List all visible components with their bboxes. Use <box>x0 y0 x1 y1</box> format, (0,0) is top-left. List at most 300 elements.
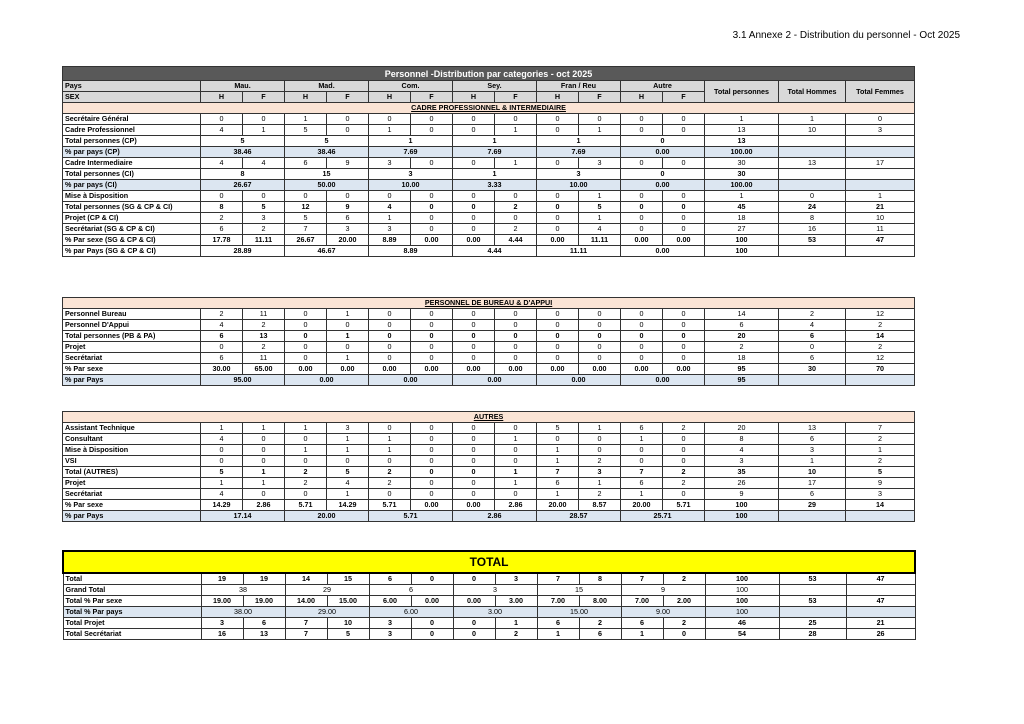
value-cell: 1 <box>327 434 369 445</box>
row-label: Assistant Technique <box>63 423 201 434</box>
value-cell: 8.57 <box>579 500 621 511</box>
row-label: % par pays (CI) <box>63 180 201 191</box>
value-cell: 5 <box>285 125 327 136</box>
value-cell: 0.00 <box>453 375 537 386</box>
sex-h-header: H <box>453 92 495 103</box>
value-cell: 0 <box>537 353 579 364</box>
table-row <box>63 114 915 125</box>
sex-f-header: F <box>579 92 621 103</box>
value-cell: 1 <box>579 191 621 202</box>
value-cell: 1 <box>369 445 411 456</box>
value-cell: 1 <box>621 629 663 640</box>
value-cell: 0.00 <box>411 364 453 375</box>
country-header: Sey. <box>453 81 537 92</box>
total-hommes-cell: 6 <box>779 489 846 500</box>
value-cell: 3 <box>453 585 537 596</box>
total-femmes-cell <box>846 607 915 618</box>
value-cell: 6 <box>369 573 411 585</box>
value-cell: 1 <box>243 467 285 478</box>
value-cell: 14.29 <box>327 500 369 511</box>
value-cell: 1 <box>495 158 537 169</box>
value-cell: 2 <box>369 467 411 478</box>
value-cell: 19 <box>201 573 243 585</box>
value-cell: 0 <box>621 309 663 320</box>
sex-h-header: H <box>369 92 411 103</box>
table-row <box>63 629 915 640</box>
section-title-row <box>63 103 915 114</box>
value-cell: 0 <box>663 191 705 202</box>
value-cell: 1 <box>327 331 369 342</box>
value-cell: 0 <box>453 158 495 169</box>
total-table <box>62 550 916 640</box>
value-cell: 0 <box>663 489 705 500</box>
value-cell: 9.00 <box>621 607 705 618</box>
value-cell: 3.00 <box>495 596 537 607</box>
value-cell: 3 <box>369 224 411 235</box>
sex-h-header: H <box>537 92 579 103</box>
value-cell: 0 <box>453 629 495 640</box>
total-femmes-cell <box>846 375 915 386</box>
value-cell: 0.00 <box>495 364 537 375</box>
value-cell: 3 <box>369 629 411 640</box>
value-cell: 5 <box>327 629 369 640</box>
value-cell: 0 <box>537 434 579 445</box>
value-cell: 1 <box>537 629 579 640</box>
value-cell: 2 <box>243 320 285 331</box>
value-cell: 0 <box>663 629 705 640</box>
country-header: Com. <box>369 81 453 92</box>
value-cell: 0 <box>663 125 705 136</box>
value-cell: 7 <box>537 573 579 585</box>
value-cell: 0 <box>495 456 537 467</box>
row-label: Cadre Intermediaire <box>63 158 201 169</box>
value-cell: 0 <box>453 331 495 342</box>
value-cell: 2 <box>285 478 327 489</box>
sex-f-header: F <box>663 92 705 103</box>
main-title-row <box>63 67 915 81</box>
value-cell: 3.33 <box>453 180 537 191</box>
value-cell: 7 <box>621 573 663 585</box>
total-personnes-cell: 45 <box>705 202 779 213</box>
country-header: Fran / Reu <box>537 81 621 92</box>
value-cell: 0.00 <box>285 364 327 375</box>
total-femmes-cell: 14 <box>846 500 915 511</box>
value-cell: 1 <box>369 125 411 136</box>
total-personnes-cell: 100.00 <box>705 147 779 158</box>
total-femmes-cell: 2 <box>846 434 915 445</box>
sex-label: SEX <box>63 92 201 103</box>
value-cell: 2 <box>495 224 537 235</box>
total-hommes-cell: 29 <box>779 500 846 511</box>
total-hommes-cell: 8 <box>779 213 846 224</box>
row-label: Total personnes (CI) <box>63 169 201 180</box>
value-cell: 0 <box>579 114 621 125</box>
country-header: Autre <box>621 81 705 92</box>
value-cell: 16 <box>201 629 243 640</box>
value-cell: 0 <box>579 309 621 320</box>
value-cell: 0 <box>453 213 495 224</box>
value-cell: 1 <box>243 125 285 136</box>
row-label: Total Secrétariat <box>63 629 201 640</box>
total-femmes-cell: 21 <box>846 618 915 629</box>
value-cell: 0 <box>537 125 579 136</box>
value-cell: 0 <box>285 309 327 320</box>
value-cell: 38.46 <box>201 147 285 158</box>
total-personnes-cell: 30 <box>705 169 779 180</box>
total-femmes-cell <box>846 147 915 158</box>
value-cell: 19 <box>243 573 285 585</box>
value-cell: 7.00 <box>537 596 579 607</box>
total-personnes-cell: 6 <box>705 320 779 331</box>
value-cell: 0 <box>621 125 663 136</box>
value-cell: 4.44 <box>495 235 537 246</box>
value-cell: 0 <box>369 353 411 364</box>
value-cell: 15 <box>327 573 369 585</box>
value-cell: 0 <box>663 353 705 364</box>
value-cell: 4 <box>327 478 369 489</box>
total-hommes-cell: 10 <box>779 125 846 136</box>
total-personnes-cell: 95 <box>705 375 779 386</box>
value-cell: 0 <box>537 320 579 331</box>
total-personnes-cell: 2 <box>705 342 779 353</box>
value-cell: 0.00 <box>621 235 663 246</box>
value-cell: 0.00 <box>453 500 495 511</box>
value-cell: 0 <box>411 331 453 342</box>
value-cell: 2 <box>201 213 243 224</box>
value-cell: 0 <box>201 456 243 467</box>
total-personnes-cell: 100 <box>705 585 779 596</box>
value-cell: 38.00 <box>201 607 285 618</box>
value-cell: 15.00 <box>537 607 621 618</box>
value-cell: 0.00 <box>621 375 705 386</box>
country-header: Mau. <box>201 81 285 92</box>
value-cell: 0 <box>621 456 663 467</box>
value-cell: 0.00 <box>663 364 705 375</box>
total-hommes-cell: 17 <box>779 478 846 489</box>
value-cell: 7.69 <box>453 147 537 158</box>
value-cell: 0 <box>663 114 705 125</box>
table-row <box>63 375 915 386</box>
total-personnes-cell: 18 <box>705 353 779 364</box>
value-cell: 20.00 <box>327 235 369 246</box>
row-label: Grand Total <box>63 585 201 596</box>
cadre-professionnel-table <box>62 66 915 257</box>
value-cell: 2 <box>663 573 705 585</box>
section-title-row <box>63 412 915 423</box>
value-cell: 0 <box>453 618 495 629</box>
value-cell: 10.00 <box>369 180 453 191</box>
row-label: VSI <box>63 456 201 467</box>
value-cell: 20.00 <box>285 511 369 522</box>
value-cell: 0 <box>621 342 663 353</box>
total-femmes-header: Total Femmes <box>846 81 915 103</box>
total-femmes-cell: 0 <box>846 114 915 125</box>
value-cell: 0 <box>579 331 621 342</box>
table-row <box>63 489 915 500</box>
total-hommes-cell: 6 <box>779 331 846 342</box>
row-label: % par Pays <box>63 375 201 386</box>
value-cell: 4 <box>201 434 243 445</box>
value-cell: 1 <box>495 618 537 629</box>
value-cell: 50.00 <box>285 180 369 191</box>
value-cell: 3 <box>201 618 243 629</box>
value-cell: 0 <box>621 224 663 235</box>
value-cell: 0 <box>453 309 495 320</box>
value-cell: 1 <box>201 423 243 434</box>
value-cell: 0 <box>411 224 453 235</box>
total-personnes-cell: 35 <box>705 467 779 478</box>
value-cell: 0 <box>663 158 705 169</box>
value-cell: 1 <box>537 445 579 456</box>
value-cell: 0 <box>285 489 327 500</box>
row-label: Total personnes (CP) <box>63 136 201 147</box>
value-cell: 5.71 <box>369 500 411 511</box>
value-cell: 1 <box>537 136 621 147</box>
value-cell: 0 <box>663 224 705 235</box>
value-cell: 0 <box>411 445 453 456</box>
total-femmes-cell: 5 <box>846 467 915 478</box>
value-cell: 8 <box>201 169 285 180</box>
value-cell: 0 <box>537 342 579 353</box>
value-cell: 0.00 <box>369 375 453 386</box>
value-cell: 0 <box>201 342 243 353</box>
table-row <box>63 607 915 618</box>
total-femmes-cell: 10 <box>846 213 915 224</box>
value-cell: 4 <box>201 125 243 136</box>
table-row <box>63 331 915 342</box>
value-cell: 0 <box>201 445 243 456</box>
value-cell: 5.71 <box>663 500 705 511</box>
value-cell: 0 <box>495 114 537 125</box>
value-cell: 0 <box>453 478 495 489</box>
value-cell: 0 <box>369 191 411 202</box>
value-cell: 9 <box>327 158 369 169</box>
value-cell: 0 <box>327 342 369 353</box>
row-label: Total % Par pays <box>63 607 201 618</box>
value-cell: 4 <box>201 320 243 331</box>
value-cell: 1 <box>243 423 285 434</box>
value-cell: 0 <box>243 434 285 445</box>
country-header-row <box>63 81 915 92</box>
value-cell: 11.11 <box>579 235 621 246</box>
total-personnes-cell: 13 <box>705 136 779 147</box>
total-personnes-cell: 4 <box>705 445 779 456</box>
value-cell: 14.00 <box>285 596 327 607</box>
value-cell: 1 <box>327 353 369 364</box>
value-cell: 3 <box>243 213 285 224</box>
value-cell: 0 <box>663 342 705 353</box>
value-cell: 15.00 <box>327 596 369 607</box>
value-cell: 15 <box>285 169 369 180</box>
value-cell: 2 <box>201 309 243 320</box>
total-hommes-cell: 0 <box>779 342 846 353</box>
value-cell: 0.00 <box>537 375 621 386</box>
value-cell: 0 <box>243 191 285 202</box>
value-cell: 0 <box>537 309 579 320</box>
row-label: % par pays (CP) <box>63 147 201 158</box>
total-personnes-cell: 100 <box>705 235 779 246</box>
value-cell: 9 <box>327 202 369 213</box>
value-cell: 0 <box>537 331 579 342</box>
row-label: Total % Par sexe <box>63 596 201 607</box>
value-cell: 2.86 <box>243 500 285 511</box>
value-cell: 0 <box>411 423 453 434</box>
table-row <box>63 353 915 364</box>
value-cell: 0 <box>327 114 369 125</box>
value-cell: 12 <box>285 202 327 213</box>
value-cell: 0 <box>579 342 621 353</box>
value-cell: 5 <box>201 136 285 147</box>
value-cell: 0 <box>495 445 537 456</box>
total-personnes-cell: 20 <box>705 423 779 434</box>
value-cell: 0.00 <box>621 364 663 375</box>
value-cell: 0 <box>621 213 663 224</box>
value-cell: 6 <box>621 423 663 434</box>
value-cell: 0 <box>453 573 495 585</box>
value-cell: 38 <box>201 585 285 596</box>
table-row <box>63 309 915 320</box>
value-cell: 8.89 <box>369 246 453 257</box>
value-cell: 5.71 <box>369 511 453 522</box>
value-cell: 0 <box>453 320 495 331</box>
value-cell: 2.86 <box>453 511 537 522</box>
value-cell: 4 <box>201 158 243 169</box>
value-cell: 6 <box>621 618 663 629</box>
value-cell: 0 <box>537 191 579 202</box>
value-cell: 0 <box>201 114 243 125</box>
total-hommes-header: Total Hommes <box>779 81 846 103</box>
value-cell: 0 <box>453 423 495 434</box>
row-label: Total Projet <box>63 618 201 629</box>
value-cell: 0 <box>369 114 411 125</box>
value-cell: 7.69 <box>537 147 621 158</box>
table-row <box>63 585 915 596</box>
value-cell: 7.00 <box>621 596 663 607</box>
value-cell: 15 <box>537 585 621 596</box>
value-cell: 1 <box>579 213 621 224</box>
value-cell: 38.46 <box>285 147 369 158</box>
value-cell: 10 <box>327 618 369 629</box>
value-cell: 0 <box>369 309 411 320</box>
value-cell: 3 <box>369 618 411 629</box>
value-cell: 0 <box>411 342 453 353</box>
sex-f-header: F <box>411 92 453 103</box>
value-cell: 0 <box>453 445 495 456</box>
value-cell: 0 <box>411 629 453 640</box>
value-cell: 14 <box>285 573 327 585</box>
value-cell: 65.00 <box>243 364 285 375</box>
value-cell: 0 <box>579 353 621 364</box>
table-row <box>63 467 915 478</box>
row-label: Mise à Disposition <box>63 191 201 202</box>
value-cell: 3 <box>327 423 369 434</box>
value-cell: 7 <box>285 618 327 629</box>
value-cell: 1 <box>495 125 537 136</box>
row-label: Personnel D'Appui <box>63 320 201 331</box>
value-cell: 0 <box>285 191 327 202</box>
value-cell: 0 <box>663 309 705 320</box>
value-cell: 28.89 <box>201 246 285 257</box>
row-label: Projet (CP & CI) <box>63 213 201 224</box>
value-cell: 6 <box>621 478 663 489</box>
total-personnes-cell: 1 <box>705 114 779 125</box>
total-personnes-cell: 100 <box>705 500 779 511</box>
table-row <box>63 180 915 191</box>
total-hommes-cell <box>779 375 846 386</box>
value-cell: 0 <box>327 456 369 467</box>
total-femmes-cell <box>846 169 915 180</box>
value-cell: 2 <box>579 618 621 629</box>
value-cell: 0 <box>621 158 663 169</box>
value-cell: 8 <box>201 202 243 213</box>
value-cell: 1 <box>285 445 327 456</box>
sex-h-header: H <box>201 92 243 103</box>
value-cell: 1 <box>453 169 537 180</box>
value-cell: 0 <box>663 445 705 456</box>
total-femmes-cell: 17 <box>846 158 915 169</box>
value-cell: 6 <box>327 213 369 224</box>
value-cell: 0 <box>411 489 453 500</box>
total-hommes-cell: 3 <box>779 445 846 456</box>
value-cell: 1 <box>495 478 537 489</box>
value-cell: 1 <box>369 213 411 224</box>
row-label: % Par sexe <box>63 364 201 375</box>
table-row <box>63 478 915 489</box>
value-cell: 3 <box>537 169 621 180</box>
value-cell: 3.00 <box>453 607 537 618</box>
total-femmes-cell: 2 <box>846 342 915 353</box>
total-personnes-cell: 54 <box>705 629 779 640</box>
value-cell: 6 <box>243 618 285 629</box>
row-label: Secrétariat (SG & CP & CI) <box>63 224 201 235</box>
row-label: Consultant <box>63 434 201 445</box>
value-cell: 0 <box>621 114 663 125</box>
total-femmes-cell <box>846 246 915 257</box>
value-cell: 0 <box>621 353 663 364</box>
value-cell: 0 <box>327 125 369 136</box>
value-cell: 11.11 <box>243 235 285 246</box>
value-cell: 2 <box>285 467 327 478</box>
value-cell: 1 <box>369 136 453 147</box>
total-hommes-cell <box>779 169 846 180</box>
total-hommes-cell: 28 <box>779 629 846 640</box>
value-cell: 0 <box>285 342 327 353</box>
value-cell: 0 <box>453 489 495 500</box>
value-cell: 1 <box>579 478 621 489</box>
value-cell: 2 <box>243 342 285 353</box>
total-personnes-cell: 100 <box>705 596 779 607</box>
total-femmes-cell: 9 <box>846 478 915 489</box>
value-cell: 3 <box>495 573 537 585</box>
table-row <box>63 456 915 467</box>
total-hommes-cell: 53 <box>779 573 846 585</box>
value-cell: 0 <box>621 136 705 147</box>
value-cell: 0 <box>663 202 705 213</box>
total-femmes-cell: 12 <box>846 309 915 320</box>
value-cell: 4 <box>579 224 621 235</box>
section-title: PERSONNEL DE BUREAU & D'APPUI <box>63 298 915 309</box>
total-hommes-cell: 0 <box>779 191 846 202</box>
total-personnes-cell: 100 <box>705 607 779 618</box>
total-hommes-cell: 4 <box>779 320 846 331</box>
value-cell: 0 <box>411 467 453 478</box>
total-hommes-cell: 1 <box>779 114 846 125</box>
table-row <box>63 434 915 445</box>
value-cell: 28.57 <box>537 511 621 522</box>
value-cell: 0 <box>369 342 411 353</box>
value-cell: 6.00 <box>369 596 411 607</box>
total-hommes-cell <box>779 246 846 257</box>
